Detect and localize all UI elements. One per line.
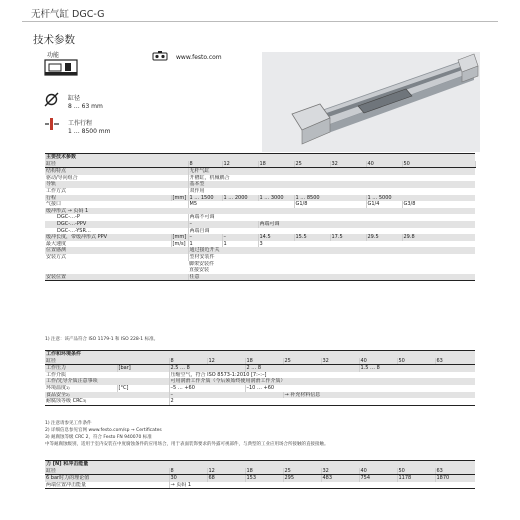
force-table [45,460,475,489]
size-header-row: 缸径 8 12 18 25 32 40 50 63 [45,468,475,475]
size-header-row [45,161,475,168]
food-safety-link[interactable]: → 补充材料信息 [283,392,475,399]
table-row: 直接安装 [189,267,210,274]
table-row: 脚架安装件 [189,260,215,267]
table-row: 最大速度 [m/s] 1 1 3 [45,241,475,248]
product-photo [262,52,480,152]
diameter-value: 8 … 63 mm [68,103,103,110]
table-row: 安装位置 任意 [45,274,475,281]
table-row: 缓冲长度，带缓冲形式 PPV [mm] – – 14.5 15.5 17.5 29.5 29.8 [45,234,475,241]
table-row: 工作方式 双作用 [45,188,475,195]
table-row: 结构特点 无杆气缸 [45,168,475,175]
page-header [0,0,520,24]
product-title: 无杆气缸 DGC-G [31,9,105,20]
stroke-length-icon [44,117,60,131]
footnote: 3) 耐腐蚀等级 CRC 2，符合 Festo FN 940070 标准 [45,435,152,440]
footnote: 中等耐腐蚀级别，适用于室内安装在中度腐蚀条件的应用场合，用于表面装饰要求的外露可视部件，与典型的工业应用场合所接触的直接接触。 [45,442,329,447]
stroke-label: 工作行程 [68,120,93,127]
table-row: 工作/先导介质注意事项 可用润滑工作介质（今后须始终使用润滑工作介质） [45,378,475,385]
table-row: 食品安全$^{2)}$ – → 补充材料信息 [45,392,475,399]
website-link[interactable]: www.festo.com [176,54,222,61]
footnote: 1) 注意：该产品符合 ISO 1179-1 和 ISO 228-1 标准。 [45,337,159,342]
table-row: 导轨 基本型 [45,181,475,188]
main-specs-table [45,153,475,281]
table-row: 工作压力 [bar] 2.5 … 8 2 … 8 1.5 … 8 [45,365,475,372]
table-row: 安装方式 型材安装件 [45,254,475,261]
table-row: 耐腐蚀等级 CRC$^{3)}$ 2 [45,398,475,405]
size-col: 40 [366,161,402,168]
table-row: DGC-…-YSR… 两端自调 [45,228,475,235]
function-label: 功能 [47,52,60,59]
table-row: 气接口 M5 G1/8 G1/4 G3/8 [45,201,475,208]
footnote: 2) 详细信息参见官网 www.festo.com/sp → Certificates [45,428,162,433]
size-label: 缸径 [45,161,188,168]
size-col: 18 [258,161,294,168]
table-title-row [45,351,475,358]
size-col: 8 [188,161,222,168]
diameter-label: 缸径 [68,95,81,102]
impact-energy-link[interactable]: → 页码 1 [169,482,475,489]
size-label: 缸径 [45,468,169,475]
diameter-icon [44,92,59,107]
size-label: 缸径 [45,358,169,365]
section-title: 技术参数 [33,34,75,46]
size-col: 25 [294,161,330,168]
table-title-row [45,461,475,468]
footnote: 1) 注意请参见工作条件 [45,421,92,426]
table-row: 驱动/导向组合 开槽缸，机械耦合 [45,175,475,182]
table-row: 行程 [mm] 1 … 1500 1 … 2000 1 … 3000 1 … 8500 1 … 5000 [45,195,475,202]
size-col: 12 [222,161,258,168]
stroke-value: 1 … 8500 mm [68,128,111,135]
table-row: DGC-…-PPV – 两端可调 [45,221,475,228]
size-header-row: 缸径 8 12 18 25 32 40 50 63 [45,358,475,365]
table-row: 环境温度$^{1)}$ [°C] –5 … +60 –10 … +60 [45,385,475,392]
table-row: 两端位置冲击能量 → 页码 1 [45,482,475,489]
table-row: 缓冲形式 → 页码 1 [45,208,475,215]
table-row: 工作介质 压缩空气，符合 ISO 8573-1:2010 [7:–:–] [45,372,475,379]
header-divider [22,21,498,22]
cylinder-function-icon [44,58,78,78]
table-row: DGC-…-P 两端不可调 [45,214,475,221]
size-col: 50 [402,161,475,168]
table-title: 主要技术参数 [45,154,475,161]
web-connector-icon [152,51,168,62]
table-row: 6 bar时力的理论值 30 68 153 295 483 754 1178 1870 [45,475,475,482]
table-title-row [45,154,475,161]
table-title: 工作和环境条件 [45,351,475,358]
table-row: 位置感测 通过接近开关 [45,247,475,254]
table-title: 力 [N] 和冲击能量 [45,461,475,468]
operating-conditions-table [45,350,475,406]
size-col: 32 [330,161,366,168]
